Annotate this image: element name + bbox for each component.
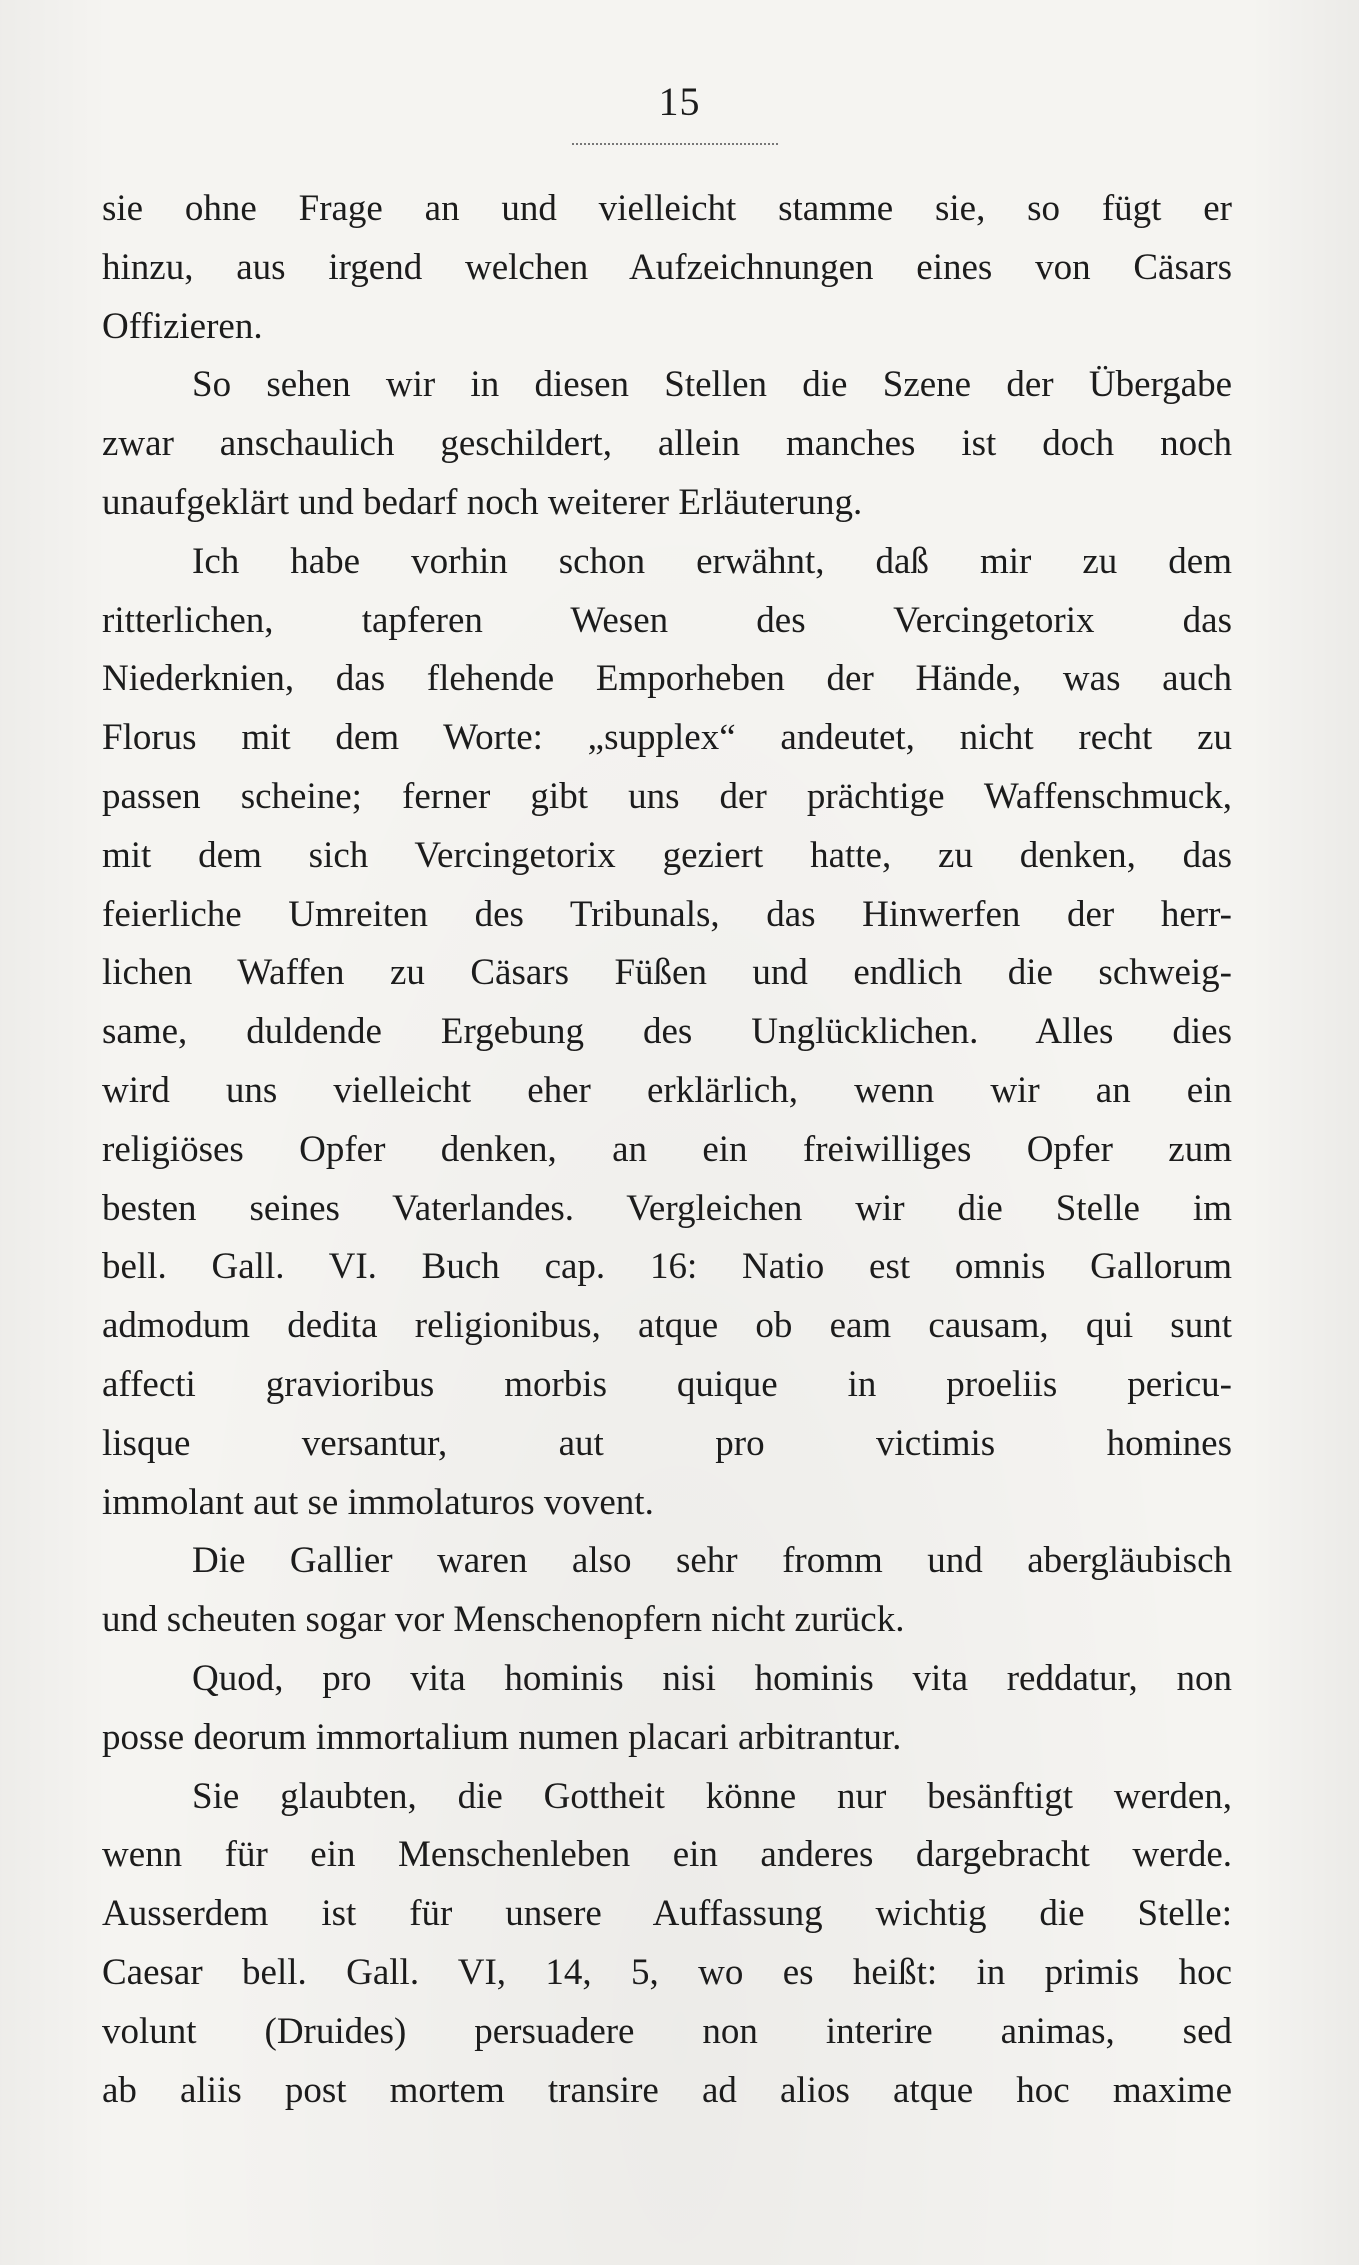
header-rule [572,143,778,145]
text-line: So sehen wir in diesen Stellen die Szene der Übergabe [192,364,1232,406]
text-line: feierliche Umreiten des Tribunals, das Hinwerfen der herr- [102,893,1232,935]
text-body [102,180,1232,2120]
text-line: ritterlichen, tapferen Wesen des Vercingetorix das [102,599,1232,641]
text-line: bell. Gall. VI. Buch cap. 16: Natio est omnis Gallorum [102,1246,1232,1288]
text-line: posse deorum immortalium numen placari arbitrantur. [102,1716,902,1758]
text-line: religiöses Opfer denken, an ein freiwilliges Opfer zum [102,1128,1232,1170]
text-line: wenn für ein Menschenleben ein anderes dargebracht werde. [102,1834,1232,1876]
text-line: ab aliis post mortem transire ad alios atque hoc maxime [102,2069,1232,2111]
text-line: Sie glaubten, die Gottheit könne nur besänftigt werden, [192,1775,1232,1817]
text-line: immolant aut se immolaturos vovent. [102,1481,654,1523]
text-line: Niederknien, das flehende Emporheben der Hände, was auch [102,658,1232,700]
text-line: same, duldende Ergebung des Unglücklichen. Alles dies [102,1011,1232,1053]
text-line: Quod, pro vita hominis nisi hominis vita reddatur, non [192,1657,1232,1699]
text-line: affecti gravioribus morbis quique in proeliis pericu- [102,1363,1232,1405]
text-line: wird uns vielleicht eher erklärlich, wenn wir an ein [102,1069,1232,1111]
text-line: volunt (Druides) persuadere non interire animas, sed [102,2010,1232,2052]
page-number: 15 [658,79,701,124]
text-line: hinzu, aus irgend welchen Aufzeichnungen eines von Cäsars [102,246,1232,288]
text-line: lichen Waffen zu Cäsars Füßen und endlich die schweig- [102,952,1232,994]
text-line: sie ohne Frage an und vielleicht stamme sie, so fügt er [102,188,1232,229]
text-line: passen scheine; ferner gibt uns der prächtige Waffenschmuck, [102,775,1232,817]
text-line: Die Gallier waren also sehr fromm und abergläubisch [192,1540,1232,1582]
text-line: lisque versantur, aut pro victimis homines [102,1422,1232,1464]
text-line: Ich habe vorhin schon erwähnt, daß mir zu dem [192,540,1232,582]
text-line: admodum dedita religionibus, atque ob eam causam, qui sunt [102,1305,1232,1347]
text-line: und scheuten sogar vor Menschenopfern nicht zurück. [102,1599,905,1641]
text-line: besten seines Vaterlandes. Vergleichen wir die Stelle im [102,1187,1232,1229]
text-line: Ausserdem ist für unsere Auffassung wichtig die Stelle: [102,1893,1232,1935]
text-line: Offizieren. [102,305,263,347]
text-line: Florus mit dem Worte: „supplex“ andeutet, nicht recht zu [102,717,1232,759]
text-line: zwar anschaulich geschildert, allein manches ist doch noch [102,423,1232,465]
text-line: Caesar bell. Gall. VI, 14, 5, wo es heißt: in primis hoc [102,1951,1232,1993]
text-line: unaufgeklärt und bedarf noch weiterer Erläuterung. [102,481,863,523]
text-line: mit dem sich Vercingetorix geziert hatte, zu denken, das [102,834,1232,876]
